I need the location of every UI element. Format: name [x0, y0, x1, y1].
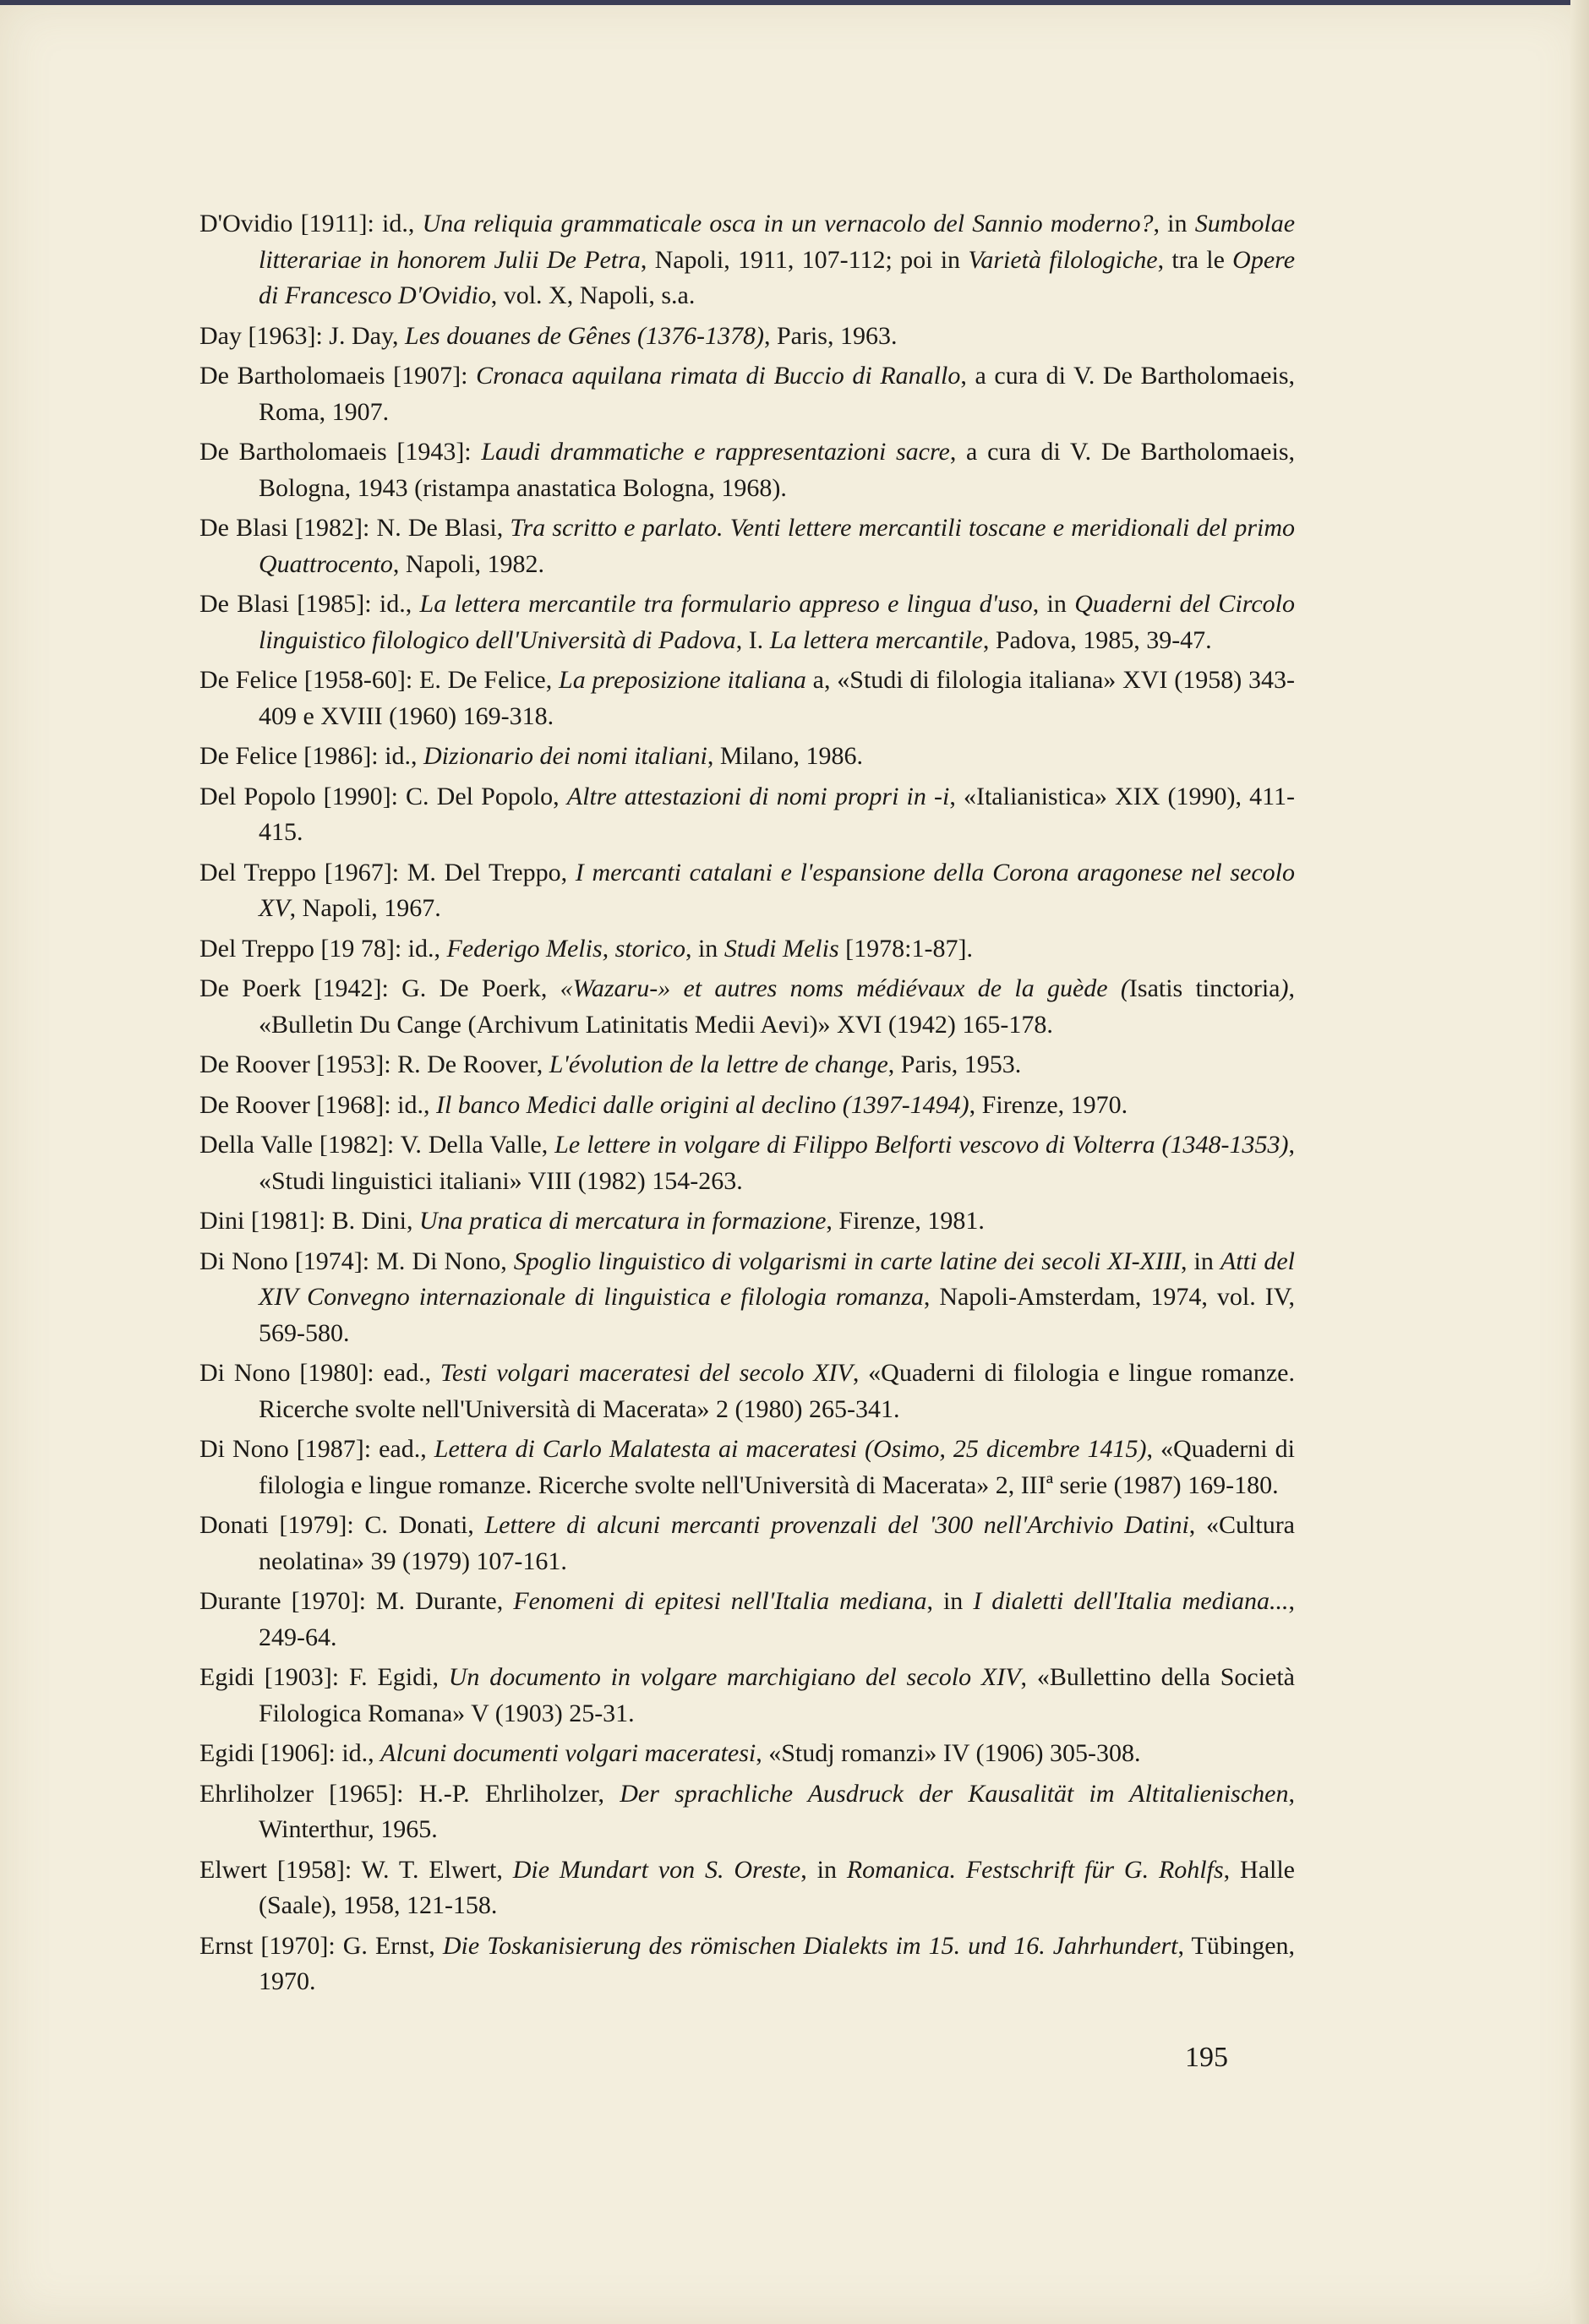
bibliography-entry: De Poerk [1942]: G. De Poerk, «Wazaru-» et autres noms médiévaux de la guède (Isatis tinctoria), «Bulletin Du Cange (Archivum Latinitatis Medii Aevi)» XVI (1942) 165-178.: [199, 974, 1295, 1039]
page-top-edge: [0, 0, 1589, 5]
bibliography-entry: Donati [1979]: C. Donati, Lettere di alcuni mercanti provenzali del '300 nell'Archivio Datini, «Cultura neolatina» 39 (1979) 107-161.: [199, 1511, 1295, 1575]
bibliography-entry: Del Treppo [1967]: M. Del Treppo, I mercanti catalani e l'espansione della Corona aragonese nel secolo XV, Napoli, 1967.: [199, 858, 1295, 922]
bibliography-entry: Egidi [1906]: id., Alcuni documenti volgari maceratesi, «Studj romanzi» IV (1906) 305-308.: [199, 1739, 1141, 1767]
bibliography-entry: Di Nono [1974]: M. Di Nono, Spoglio linguistico di volgarismi in carte latine dei secoli XI-XIII, in Atti del XIV Convegno internazionale di linguistica e filologia romanza, Napoli-Amsterdam, 1974, vol. IV, 569-580.: [199, 1247, 1296, 1347]
bibliography-entry: De Bartholomaeis [1907]: Cronaca aquilana rimata di Buccio di Ranallo, a cura di V. De Bartholomaeis, Roma, 1907.: [199, 362, 1295, 426]
bibliography-entry: De Blasi [1985]: id., La lettera mercantile tra formulario appreso e lingua d'uso, in Quaderni del Circolo linguistico filologico dell'Università di Padova, I. La lettera mercantile, Padova, 1985, 39-47.: [199, 590, 1295, 654]
bibliography-entry: Elwert [1958]: W. T. Elwert, Die Mundart von S. Oreste, in Romanica. Festschrift für G. Rohlfs, Halle (Saale), 1958, 121-158.: [199, 1855, 1295, 1919]
bibliography-entry: Dini [1981]: B. Dini, Una pratica di mercatura in formazione, Firenze, 1981.: [199, 1207, 985, 1235]
bibliography-entry: Ehrliholzer [1965]: H.-P. Ehrliholzer, Der sprachliche Ausdruck der Kausalität im Altitalienischen, Winterthur, 1965.: [199, 1779, 1295, 1843]
bibliography-entry: De Roover [1953]: R. De Roover, L'évolution de la lettre de change, Paris, 1953.: [199, 1050, 1022, 1078]
bibliography-entry: De Blasi [1982]: N. De Blasi, Tra scritto e parlato. Venti lettere mercantili toscane e meridionali del primo Quattrocento, Napoli, 1982.: [199, 514, 1295, 578]
page-number: 195: [1185, 2042, 1228, 2073]
bibliography-entry: Del Popolo [1990]: C. Del Popolo, Altre attestazioni di nomi propri in -i, «Italianistica» XIX (1990), 411-415.: [199, 782, 1295, 846]
bibliography-entry: Di Nono [1980]: ead., Testi volgari maceratesi del secolo XIV, «Quaderni di filologia e lingue romanze. Ricerche svolte nell'Università di Macerata» 2 (1980) 265-341.: [199, 1359, 1295, 1423]
bibliography-entry: De Felice [1986]: id., Dizionario dei nomi italiani, Milano, 1986.: [199, 742, 863, 770]
bibliography-entry: Ernst [1970]: G. Ernst, Die Toskanisierung des römischen Dialekts im 15. und 16. Jahrhundert, Tübingen, 1970.: [199, 1931, 1296, 1995]
bibliography-entry: Della Valle [1982]: V. Della Valle, Le lettere in volgare di Filippo Belforti vescovo di Volterra (1348-1353), «Studi linguistici italiani» VIII (1982) 154-263.: [199, 1131, 1295, 1195]
page-right-edge: [1570, 0, 1589, 2324]
bibliography-entry: De Felice [1958-60]: E. De Felice, La preposizione italiana a, «Studi di filologia italiana» XVI (1958) 343-409 e XVIII (1960) 169-318.: [199, 666, 1295, 730]
bibliography-entry: Durante [1970]: M. Durante, Fenomeni di epitesi nell'Italia mediana, in I dialetti dell'Italia mediana..., 249-64.: [199, 1587, 1295, 1651]
bibliography-entry: De Bartholomaeis [1943]: Laudi drammatiche e rappresentazioni sacre, a cura di V. De Bartholomaeis, Bologna, 1943 (ristampa anastatica Bologna, 1968).: [199, 438, 1295, 502]
bibliography-entry: De Roover [1968]: id., Il banco Medici dalle origini al declino (1397-1494), Firenze, 1970.: [199, 1090, 1128, 1119]
bibliography-entry: Del Treppo [19 78]: id., Federigo Melis, storico, in Studi Melis [1978:1-87].: [199, 934, 973, 963]
bibliography-entry: D'Ovidio [1911]: id., Una reliquia grammaticale osca in un vernacolo del Sannio moderno?, in Sumbolae litterariae in honorem Julii De Petra, Napoli, 1911, 107-112; poi in Varietà filologiche, tra le Opere di Francesco D'Ovidio, vol. X, Napoli, s.a.: [199, 210, 1296, 309]
bibliography-entry: Di Nono [1987]: ead., Lettera di Carlo Malatesta ai maceratesi (Osimo, 25 dicembre 1415), «Quaderni di filologia e lingue romanze. Ricerche svolte nell'Università di Macerata» 2, IIIª serie (1987) 169-180.: [199, 1435, 1295, 1499]
bibliography-entry: Egidi [1903]: F. Egidi, Un documento in volgare marchigiano del secolo XIV, «Bullettino della Società Filologica Romana» V (1903) 25-31.: [199, 1663, 1296, 1727]
bibliography-entry: Day [1963]: J. Day, Les douanes de Gênes (1376-1378), Paris, 1963.: [199, 321, 898, 350]
bibliography-list: [199, 206, 1295, 2005]
